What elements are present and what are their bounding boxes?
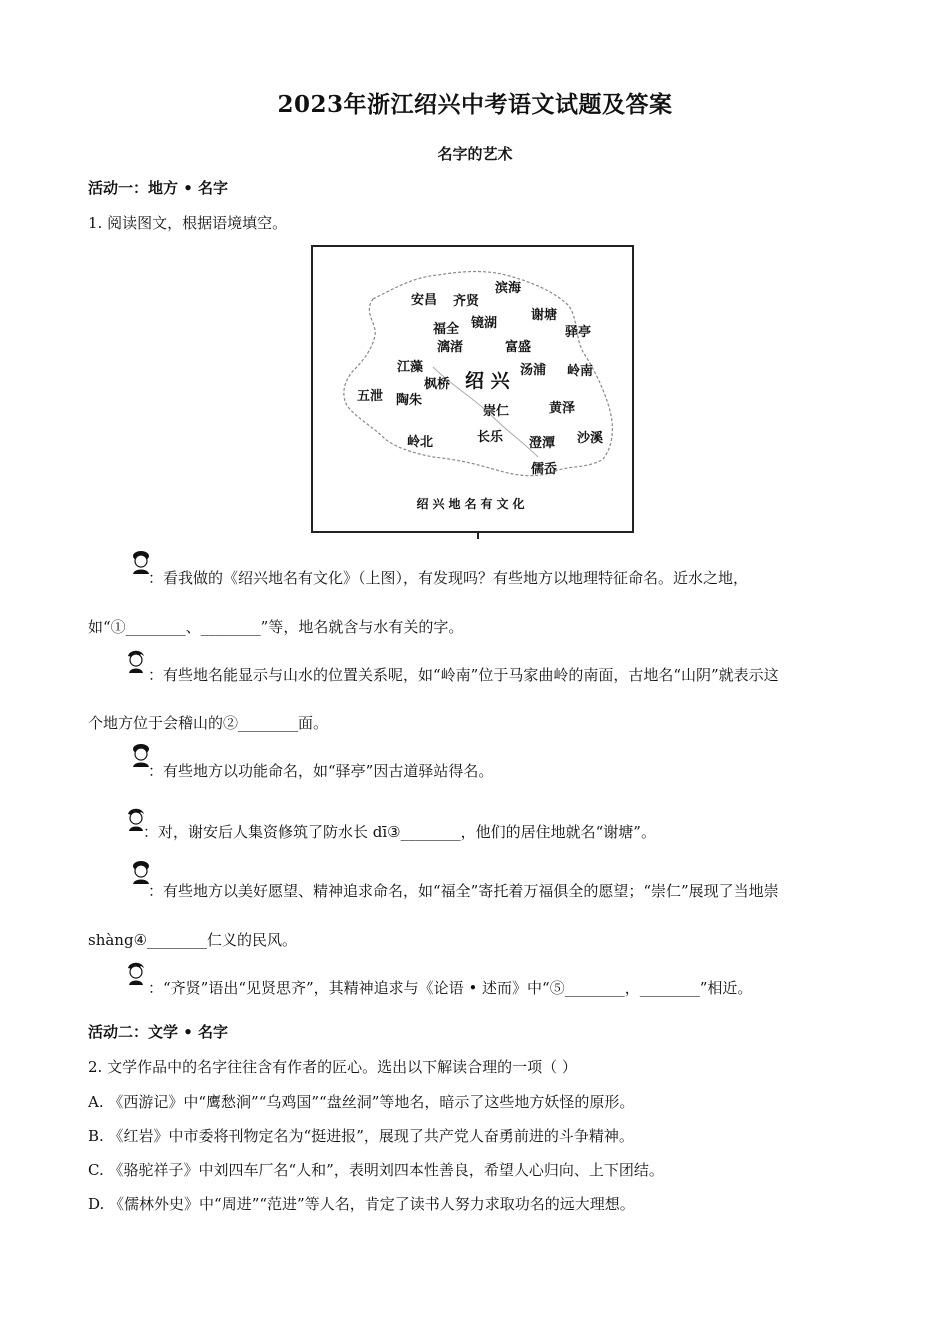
map-center-label: 绍 兴 bbox=[465, 370, 510, 392]
dialogue-line: ：看我做的《绍兴地名有文化》（上图），有发现吗？有些地方以地理特征命名。近水之地， bbox=[148, 569, 749, 587]
dialogue-line: ：有些地方以美好愿望、精神追求命名，如“福全”寄托着万福俱全的愿望；“崇仁”展现了当地崇 bbox=[148, 882, 779, 900]
map-place: 福全 bbox=[433, 322, 460, 337]
dialogue-line: ：“齐贤”语出“见贤思齐”，其精神追求与《论语 • 述而》中“⑤________，________”相近。 bbox=[148, 979, 753, 997]
map-place: 富盛 bbox=[505, 340, 532, 355]
page-title: 2023年浙江绍兴中考语文试题及答案 bbox=[277, 91, 673, 118]
student-avatar-icon bbox=[125, 648, 147, 674]
map-place: 枫桥 bbox=[424, 377, 451, 392]
map-place: 黄泽 bbox=[549, 401, 576, 416]
answer-option-d: D. 《儒林外史》中“周进”“范进”等人名，肯定了读书人努力求取功名的远大理想。 bbox=[88, 1195, 635, 1213]
map-place: 驿亭 bbox=[565, 325, 592, 340]
student-avatar-icon bbox=[125, 960, 147, 986]
question-2-prompt: 2. 文学作品中的名字往往含有作者的匠心。选出以下解读合理的一项（ ） bbox=[88, 1058, 577, 1076]
dialogue-continuation: shàng④________仁义的民风。 bbox=[88, 931, 298, 949]
map-place: 镜湖 bbox=[471, 316, 498, 331]
map-place: 沙溪 bbox=[577, 431, 604, 446]
dialogue-line: ：有些地名能显示与山水的位置关系呢，如“岭南”位于马家曲岭的南面，古地名“山阴”就表示这 bbox=[148, 666, 779, 684]
dialogue-line: ：对，谢安后人集资修筑了防水长 dī③________，他们的居住地就名“谢塘”。 bbox=[143, 823, 656, 841]
activity1-heading: 活动一：地方 • 名字 bbox=[88, 179, 229, 197]
activity2-heading: 活动二：文学 • 名字 bbox=[88, 1023, 229, 1041]
map-place: 江藻 bbox=[397, 360, 424, 375]
figure-tick bbox=[477, 533, 479, 539]
answer-option-c: C. 《骆驼祥子》中刘四车厂名“人和”，表明刘四本性善良，希望人心归向、上下团结。 bbox=[88, 1161, 664, 1179]
dialogue-line: ：有些地方以功能命名，如“驿亭”因古道驿站得名。 bbox=[148, 762, 494, 780]
map-place: 陶朱 bbox=[396, 393, 423, 408]
shaoxing-map-figure bbox=[311, 245, 634, 533]
map-place: 岭北 bbox=[407, 435, 434, 450]
question-1-prompt: 1. 阅读图文，根据语境填空。 bbox=[88, 214, 288, 232]
map-place: 滨海 bbox=[495, 281, 522, 296]
section-subtitle: 名字的艺术 bbox=[437, 145, 513, 163]
map-place: 儒岙 bbox=[531, 462, 558, 477]
map-place: 崇仁 bbox=[483, 404, 510, 419]
map-place: 安昌 bbox=[411, 293, 438, 308]
map-place: 齐贤 bbox=[453, 294, 480, 309]
map-place: 澄潭 bbox=[529, 436, 556, 451]
map-caption: 绍兴地名有文化 bbox=[416, 497, 529, 511]
dialogue-continuation: 如“①________、________”等，地名就含与水有关的字。 bbox=[88, 618, 464, 636]
answer-option-a: A. 《西游记》中“鹰愁涧”“乌鸡国”“盘丝洞”等地名，暗示了这些地方妖怪的原形。 bbox=[88, 1093, 635, 1111]
dialogue-continuation: 个地方位于会稽山的②________面。 bbox=[88, 714, 329, 732]
answer-option-b: B. 《红岩》中市委将刊物定名为“挺进报”，展现了共产党人奋勇前进的斗争精神。 bbox=[88, 1127, 634, 1145]
map-place: 汤浦 bbox=[520, 363, 547, 378]
map-place: 岭南 bbox=[567, 364, 594, 379]
map-place: 谢塘 bbox=[531, 308, 558, 323]
map-place: 长乐 bbox=[477, 430, 504, 445]
map-place: 五泄 bbox=[357, 389, 384, 404]
map-place: 漓渚 bbox=[437, 340, 464, 355]
